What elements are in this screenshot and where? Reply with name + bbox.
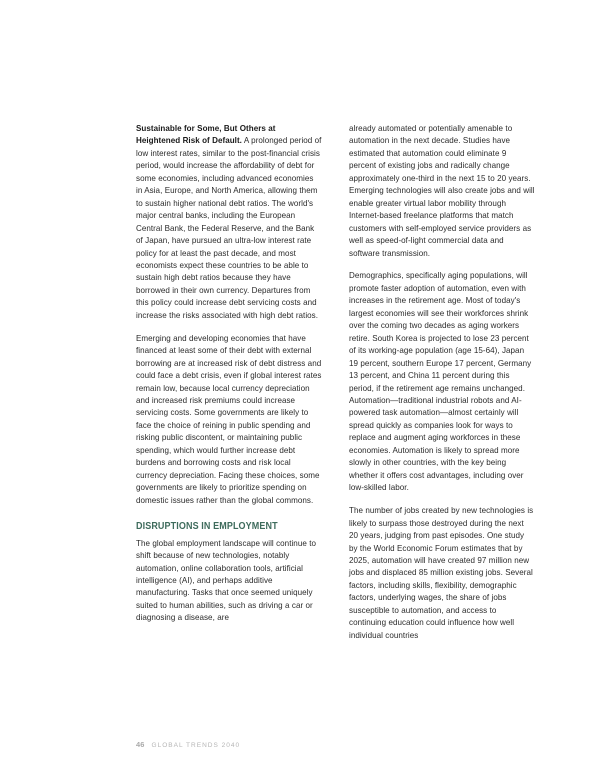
paragraph-jobs-created: The number of jobs created by new technologies is likely to surpass those destroyed during the next 20 years, judging from past episodes. One study by the World Economic Forum estimates that by 2025, automation will have created 97 million new jobs and displaced 85 million existing jobs. Several factors, including skills, flexibility, demographic factors, underlying wages, the share of jobs susceptible to automation, and access to continuing education could influence how well individual countries — [349, 506, 534, 640]
page-number: 46 — [136, 740, 145, 749]
right-column — [349, 123, 535, 723]
paragraph-debt-sustainability — [136, 123, 322, 322]
paragraph-employment-landscape: The global employment landscape will continue to shift because of new technologies, notably automation, online collaboration tools, artificial intelligence (AI), and perhaps additive manufacturing. Tasks that once seemed uniquely suited to human abilities, such as driving a car or diagnosing a disease, are — [136, 538, 316, 623]
footer-document-title: GLOBAL TRENDS 2040 — [151, 742, 241, 749]
left-column — [136, 123, 322, 723]
paragraph-demographics-aging: Demographics, specifically aging populations, will promote faster adoption of automation, even with increases in the retirement age. Most of today's largest economies will see their workforces shrink over the coming two decades as aging workers retire. South Korea is projected to lose 23 percent of its working-age population (age 15-64), Japan 19 percent, southern Europe 17 percent, Germany 13 percent, and China 11 percent during this period, if the retirement age remains unchanged. Automation—traditional industrial robots and AI-powered task automation—almost certainly will spread quickly as companies look for ways to replace and augment aging workforces in these economies. Automation is likely to spread more slowly in other countries, with the key being whether it offers cost advantages, including over low-skilled labor. — [349, 271, 532, 493]
paragraph-lead-in-body: A prolonged period of low interest rates, similar to the post-financial crisis period, would increase the affordability of debt for some economies, including advanced economies in Asia, Europe, and North America, allowing them to sustain higher national debt ratios. The world's major central banks, including the European Central Bank, the Federal Reserve, and the Bank of Japan, have pursued an ultra-low interest rate policy for at least the past decade, and most economists expect these countries to be able to sustain high debt ratios because they have borrowed in their own currency. Departures from this policy could increase debt servicing costs and increase the risks associated with high debt ratios. — [136, 136, 322, 320]
two-column-body — [136, 123, 536, 723]
section-heading-disruptions-in-employment: DISRUPTIONS IN EMPLOYMENT — [136, 521, 278, 533]
paragraph-lead-in: Sustainable for Some, But Others at Heightened Risk of Default. — [136, 124, 276, 146]
paragraph-emerging-economies: Emerging and developing economies that have financed at least some of their debt with external borrowing are at increased risk of debt distress and could face a debt crisis, even if global interest rates remain low, because local currency depreciation and increased risk premiums could increase servicing costs. Some governments are likely to face the choice of reining in public spending and risking public discontent, or maintaining public spending, which would further increase debt burdens and borrowing costs and risk local currency depreciation. Facing these choices, some governments are likely to prioritize spending on domestic issues rather than the global commons. — [136, 333, 322, 505]
page-footer — [136, 740, 240, 749]
paragraph-automation-studies: already automated or potentially amenable to automation in the next decade. Studies have estimated that automation could eliminate 9 percent of existing jobs and radically change approximately one-third in the next 15 to 20 years. Emerging technologies will also create jobs and will enable greater virtual labor mobility through Internet-based freelance platforms that match customers with self-employed service providers as well as speed-of-light commercial data and software transmission. — [349, 124, 535, 258]
